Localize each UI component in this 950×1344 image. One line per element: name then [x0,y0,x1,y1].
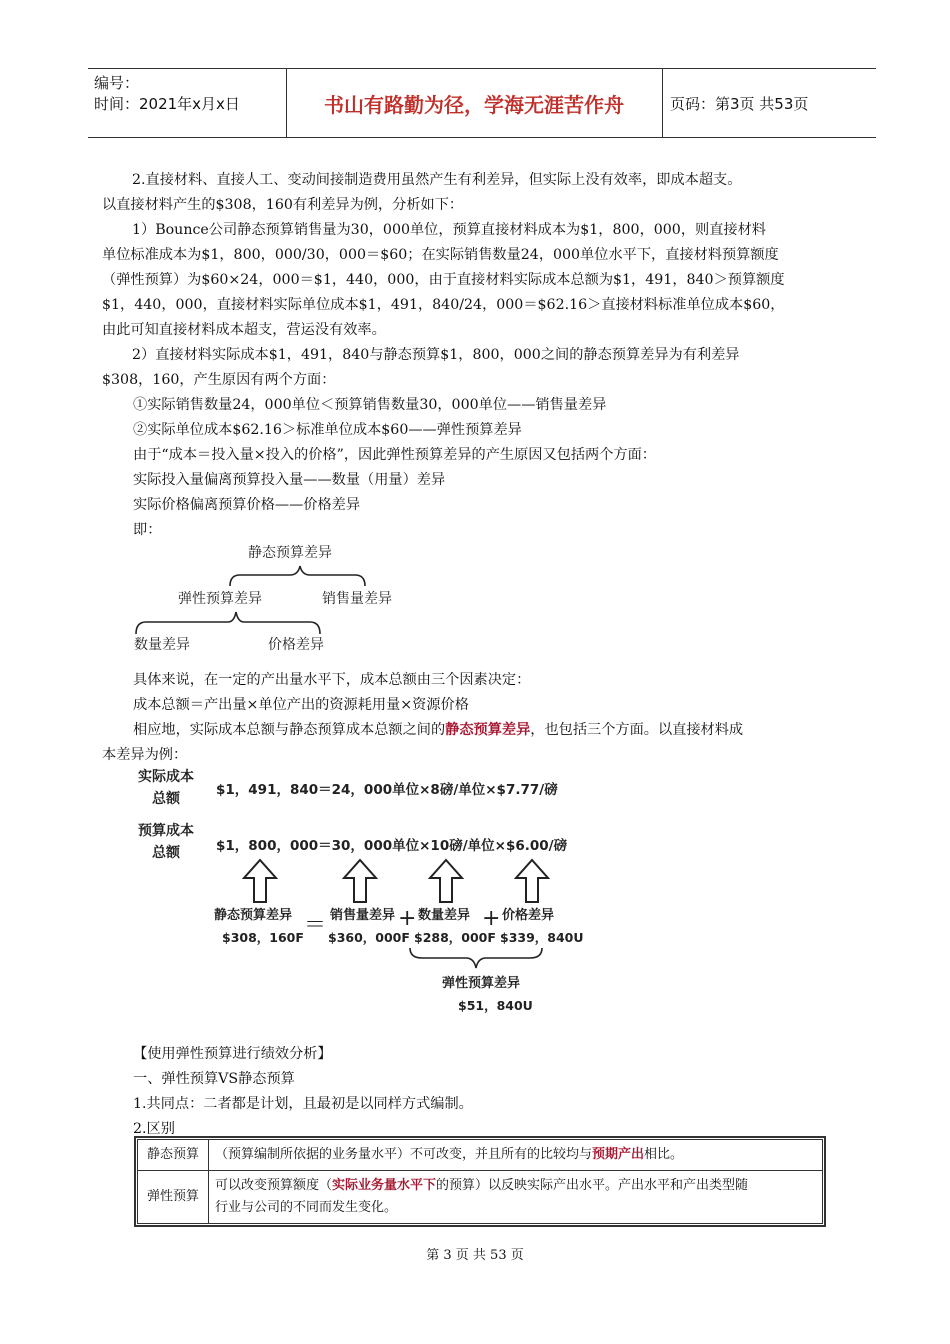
actual-cost-equation: $1，491，840＝24，000单位×8磅/单位×$7.77/磅 [216,782,558,798]
price-variance-label: 价格差异 [502,908,555,923]
variance-tree-diagram [130,540,420,660]
page-header [88,68,876,138]
static-variance-value: $308，160F [222,930,304,945]
tree-node-sales-volume-variance: 销售量差异 [322,591,392,607]
header-motto: 书山有路勤为径，学海无涯苦作舟 [324,92,624,117]
paragraph: 成本总额＝产出量×单位产出的资源耗用量×资源价格 [133,697,469,713]
actual-cost-label: 总额 [152,791,180,807]
header-meta [94,73,284,115]
table-cell-value: 可以改变预算额度（实际业务量水平下的预算）以反映实际产出水平。产出水平和产出类型随 行业与公司的不同而发生变化。 [209,1171,823,1224]
tree-node-static-variance: 静态预算差异 [248,545,332,561]
sales-volume-variance-label: 销售量差异 [330,908,396,923]
paragraph: 单位标准成本为$1，800，000/30，000＝$60；在实际销售数量24，000单位水平下，直接材料预算额度 [102,247,779,263]
paragraph: 由于“成本＝投入量×投入的价格”，因此弹性预算差异的产生原因又包括两个方面： [133,447,656,463]
header-page-label: 页码：第3页 共53页 [670,94,809,113]
paragraph: 2.直接材料、直接人工、变动间接制造费用虽然产生有利差异，但实际上没有效率，即成本超支。 [132,172,742,188]
header-divider [286,69,287,137]
page-footer: 第 3 页 共 53 页 [426,1248,524,1263]
table-row [138,1140,823,1171]
highlight-expected-output: 预期产出 [592,1147,645,1162]
paragraph: 由此可知直接材料成本超支，营运没有效率。 [102,322,386,338]
flexible-variance-brace [130,944,590,974]
table-cell-key: 静态预算 [138,1140,209,1171]
budget-cost-equation: $1，800，000＝30，000单位×10磅/单位×$6.00/磅 [216,838,568,854]
paragraph: （弹性预算）为$60×24，000＝$1，440，000，由于直接材料实际成本总额为$1，491，840＞预算额度 [102,272,785,288]
header-number-label: 编号： [94,74,140,92]
actual-cost-label: 实际成本 [138,769,194,785]
paragraph: $1，440，000，直接材料实际单位成本$1，491，840/24，000＝$62.16＞直接材料标准单位成本$60， [102,297,785,313]
paragraph: 实际投入量偏离预算投入量——数量（用量）差异 [133,472,446,488]
paragraph: ②实际单位成本$62.16＞标准单位成本$60——弹性预算差异 [133,422,522,438]
paragraph: 相应地，实际成本总额与静态预算成本总额之间的静态预算差异，也包括三个方面。以直接材料成 [133,722,744,738]
equals-sign: ＝ [304,913,327,938]
paragraph: 本差异为例： [102,747,188,763]
quantity-variance-label: 数量差异 [418,908,471,923]
section-heading: 【使用弹性预算进行绩效分析】 [133,1046,332,1062]
up-arrow-icon [430,860,462,902]
quantity-variance-value: $288，000F [414,930,496,945]
paragraph: 1）Bounce公司静态预算销售量为30，000单位，预算直接材料成本为$1，800，000，则直接材料 [132,222,766,238]
paragraph: 即： [133,522,162,538]
budget-comparison-table [137,1139,823,1224]
section-subheading: 一、弹性预算VS静态预算 [133,1071,295,1087]
price-variance-value: $339，840U [500,930,584,945]
header-time-label: 时间：2021年x月x日 [94,95,240,113]
tree-node-flexible-variance: 弹性预算差异 [178,591,262,607]
up-arrows [130,856,590,906]
paragraph: $308，160，产生原因有两个方面： [102,372,336,388]
tree-node-quantity-variance: 数量差异 [134,637,190,653]
highlight-static-variance: 静态预算差异 [445,722,531,738]
up-arrow-icon [516,860,548,902]
paragraph: 2.区别 [133,1121,175,1137]
highlight-actual-activity: 实际业务量水平下 [332,1178,437,1193]
paragraph: 实际价格偏离预算价格——价格差异 [133,497,361,513]
sales-volume-variance-value: $360，000F [328,930,410,945]
header-divider [662,69,663,137]
cost-variance-figure [130,764,590,1024]
paragraph: 以直接材料产生的$308，160有利差异为例，分析如下： [102,197,464,213]
paragraph: 2）直接材料实际成本$1，491，840与静态预算$1，800，000之间的静态预算差异为有利差异 [132,347,740,363]
budget-cost-label: 预算成本 [138,823,194,839]
budget-cost-label: 总额 [152,845,180,861]
paragraph: 1.共同点：二者都是计划，且最初是以同样方式编制。 [133,1096,473,1112]
table-cell-key: 弹性预算 [138,1171,209,1224]
plus-sign: + [398,906,417,931]
plus-sign: + [482,906,501,931]
paragraph: 具体来说，在一定的产出量水平下，成本总额由三个因素决定： [133,672,531,688]
up-arrow-icon [344,860,376,902]
table-cell-value: （预算编制所依据的业务量水平）不可改变，并且所有的比较均与预期产出相比。 [209,1140,823,1171]
tree-node-price-variance: 价格差异 [268,637,324,653]
static-variance-label: 静态预算差异 [214,908,293,923]
up-arrow-icon [244,860,276,902]
table-row [138,1171,823,1224]
flexible-variance-value: $51，840U [458,998,533,1013]
paragraph: ①实际销售数量24，000单位＜预算销售数量30，000单位——销售量差异 [133,397,607,413]
flexible-variance-label: 弹性预算差异 [442,976,521,991]
